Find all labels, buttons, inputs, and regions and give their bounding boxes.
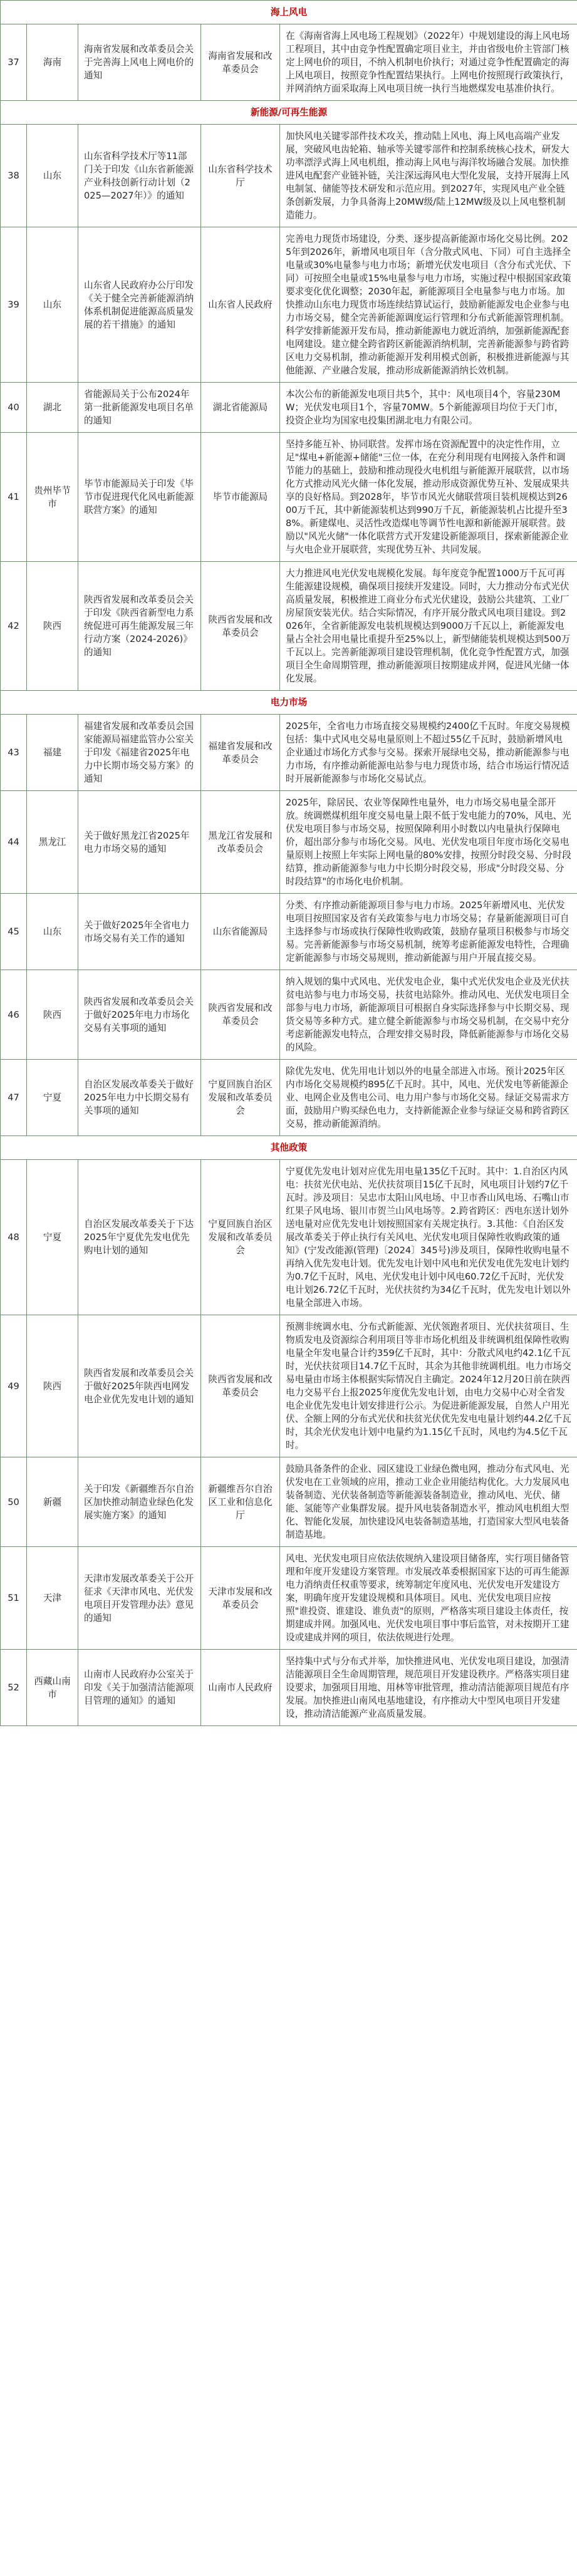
policy-row [1, 1315, 577, 1457]
row-document-title: 毕节市能源局关于印发《毕节市促进现代化风电新能源联营方案》的通知 [78, 433, 201, 562]
policy-row [1, 433, 577, 562]
row-number: 50 [1, 1457, 27, 1547]
row-content: 预测非统调水电、分布式新能源、光伏领跑者项目、光伏扶贫项目、生物质发电及资源综合利用项目等非市场化机组及非统调机组保障性收购电量全年发电量合计约359亿千瓦时，其中：分散式风电约42.1亿千瓦时，光伏扶贫项目14.7亿千瓦时，其余为其他非统调机组。电力市场交易电量由市场主体根据实际情况自主确定。2024年12月20日前在陕西电力交易平台上报2025年度优先发电计划，由电力交易中心对全省发电企业优先发电计划安排进行公示。为促进新能源发展，自然人户用光伏、全额上网的分布式光伏和扶贫光伏优先发电电量计划约44.2亿千瓦时，其余光伏发电计划中电量约为1.15亿千瓦时，风电约为4.5亿千瓦时。 [280, 1315, 577, 1457]
row-issuing-department: 陕西省发展和改革委员会 [201, 562, 280, 691]
section-header-row [1, 691, 577, 715]
row-number: 44 [1, 791, 27, 894]
policy-row [1, 791, 577, 894]
row-content: 2025年，全省电力市场直接交易规模约2400亿千瓦时。年度交易规模包括：集中式风电交易电量原则上不超过55亿千瓦时，鼓励新增风电企业通过市场化方式参与交易。探索开展绿电交易，推动新能源参与电力市场，有序推动新能源电站参与电力现货市场，结合市场运行情况适时开展新能源参与市场化交易试点。 [280, 715, 577, 791]
row-issuing-department: 福建省发展和改革委员会 [201, 715, 280, 791]
row-document-title: 关于印发《新疆维吾尔自治区加快推动制造业绿色化发展实施方案》的通知 [78, 1457, 201, 1547]
policy-table-body [1, 1, 577, 1726]
row-content: 坚持多能互补、协同联营。发挥市场在资源配置中的决定性作用，立足"煤电+新能源+储能"三位一体，在充分利用现有电网接入条件和调节能力的基础上，鼓励和推动现役火电机组与新能源开展联营，以市场化方式推动风光火储一体化发展，推动形成资源优势互补、发展成果共享的良好格局。到2028年，毕节市风光火储联营项目装机规模达到2600万千瓦，其中新能源装机达到990万千瓦，新能源装机占比提升至38%。新建煤电、灵活性改造煤电等调节性电源和新能源开展联营。鼓励以"风光火储"一体化联营方式开发建设新能源项目，探索新能源企业与火电企业开展联营，实现优势互补、共同发展。 [280, 433, 577, 562]
section-header-row [1, 1, 577, 24]
policy-row [1, 970, 577, 1060]
row-document-title: 福建省发展和改革委员会国家能源局福建监管办公室关于印发《福建省2025年电力中长期市场交易方案》的通知 [78, 715, 201, 791]
section-header-row [1, 101, 577, 125]
row-province: 陕西 [27, 1315, 78, 1457]
row-document-title: 关于做好2025年全省电力市场交易有关工作的通知 [78, 894, 201, 970]
row-number: 38 [1, 125, 27, 227]
row-province: 山东 [27, 894, 78, 970]
row-number: 48 [1, 1160, 27, 1315]
row-issuing-department: 陕西省发展和改革委员会 [201, 1315, 280, 1457]
row-content: 分类、有序推动新能源项目参与电力市场。2025年新增风电、光伏发电项目按照国家及省有关政策参与电力市场交易；存量新能源项目可自主选择参与市场或执行保障性收购政策，鼓励存量项目积极参与市场交易。完善新能源参与市场交易机制，统筹考虑新能源发电特性，合理确定新能源参与市场交易规则，推动新能源与用户开展直接交易。 [280, 894, 577, 970]
row-document-title: 自治区发展改革委关于做好2025年电力中长期交易有关事项的通知 [78, 1060, 201, 1136]
row-issuing-department: 海南省发展和改革委员会 [201, 24, 280, 101]
row-province: 陕西 [27, 562, 78, 691]
row-content: 坚持集中式与分布式并举，加快推进风电、光伏发电项目建设，加强清洁能源项目全生命周期管理，规范项目开发建设秩序。严格落实项目建设要求，加强项目用地、用林等审批管理，推动清洁能源项目规范有序发展。加快推进山南风电基地建设，有序推动大中型风电项目开发建设，推动清洁能源产业高质量发展。 [280, 1650, 577, 1726]
row-document-title: 天津市发展改革委关于公开征求《天津市风电、光伏发电项目开发管理办法》意见的通知 [78, 1547, 201, 1650]
row-number: 51 [1, 1547, 27, 1650]
row-issuing-department: 天津市发展和改革委员会 [201, 1547, 280, 1650]
section-title: 其他政策 [1, 1136, 577, 1160]
row-province: 黑龙江 [27, 791, 78, 894]
section-header-row [1, 1136, 577, 1160]
row-document-title: 自治区发展改革委关于下达2025年宁夏优先发电优先购电计划的通知 [78, 1160, 201, 1315]
row-content: 在《海南省海上风电场工程规划》（2022年）中规划建设的海上风电场工程项目，其中由竞争性配置确定项目业主，并由省级电价主管部门核定上网电价的项目，不纳入机制电价执行；对通过竞争性配置确定的海上风电项目，按照竞争性配置结果执行。上网电价按照现行政策执行，并网消纳方面采取海上风电项目统一执行当地燃煤发电基准价执行。 [280, 24, 577, 101]
policy-row [1, 24, 577, 101]
row-number: 49 [1, 1315, 27, 1457]
row-issuing-department: 山南市人民政府 [201, 1650, 280, 1726]
section-title: 新能源/可再生能源 [1, 101, 577, 125]
section-title: 海上风电 [1, 1, 577, 24]
row-issuing-department: 山东省人民政府 [201, 227, 280, 383]
policy-row [1, 1650, 577, 1726]
row-issuing-department: 宁夏回族自治区发展和改革委员会 [201, 1160, 280, 1315]
row-number: 37 [1, 24, 27, 101]
policy-row [1, 894, 577, 970]
policy-row [1, 227, 577, 383]
row-document-title: 海南省发展和改革委员会关于完善海上风电上网电价的通知 [78, 24, 201, 101]
row-province: 贵州毕节市 [27, 433, 78, 562]
row-content: 加快风电关键零部件技术攻关，推动陆上风电、海上风电高端产业发展，突破风电齿轮箱、轴承等关键零部件和控制系统核心技术，研发大功率漂浮式海上风电机组，推动海上风电与海洋牧场融合发展。加快推进风电配套产业链补链，关注深远海风电大型化发展，支持开展海上风电制氢、储能等技术研发和示范应用。到2027年，实现风电产业全链条创新发展，力争具备海上20MW级/陆上12MW级及以上风电整机制造能力。 [280, 125, 577, 227]
row-issuing-department: 湖北省能源局 [201, 383, 280, 433]
row-content: 风电、光伏发电项目应依法依规纳入建设项目储备库，实行项目储备管理和年度开发建设方案管理。市发展改革委根据国家下达的可再生能源电力消纳责任权重等要求，统筹制定年度风电、光伏发电开发建设方案，明确年度开发建设规模和具体项目。风电、光伏发电项目应按照"谁投资、谁建设、谁负责"的原则，严格落实项目建设主体责任，按期建成并网。加强风电、光伏发电项目事中事后监管，对未按期开工建设或建成并网的项目，依法依规进行处理。 [280, 1547, 577, 1650]
row-content: 2025年，除居民、农业等保障性电量外，电力市场交易电量全部开放。统调燃煤机组年度交易电量上限不低于发电能力的70%，风电、光伏发电项目参与市场交易，按照保障利用小时数以内电量执行保障电价，超出部分参与市场化交易。风电、光伏发电项目年度市场化交易电量原则上按照上年实际上网电量的80%安排，按照分时段交易、分时段结算，推动新能源参与电力中长期分时段交易，形成"分时段交易、分时段结算"的市场化电价机制。 [280, 791, 577, 894]
policy-row [1, 562, 577, 691]
row-number: 52 [1, 1650, 27, 1726]
policy-row [1, 1160, 577, 1315]
row-document-title: 关于做好黑龙江省2025年电力市场交易的通知 [78, 791, 201, 894]
policy-row [1, 1457, 577, 1547]
row-content: 完善电力现货市场建设，分类、逐步提高新能源市场化交易比例。2025年到2026年，新增风电项目年（含分散式风电、下同）可自主选择全电量或30%电量参与电力市场；新增光伏发电项目（含分布式光伏、下同）可按照全电量或15%电量参与电力市场，实施过程中根据国家政策要求变化优化调整；2030年起，新能源项目全电量参与电力市场。加快推动山东电力现货市场连续结算试运行，鼓励新能源发电企业参与电力市场交易，健全完善新能源调度运行管理和分布式新能源管理机制。科学安排新能源开发布局，推动新能源电力就近消纳，加强新能源配套电网建设。建立健全跨省跨区新能源消纳机制，完善新能源参与跨省跨区电力交易机制，推动新能源开发利用模式创新，积极推进新能源与其他能源、产业融合发展，推动形成新能源消纳长效机制。 [280, 227, 577, 383]
row-number: 42 [1, 562, 27, 691]
row-province: 湖北 [27, 383, 78, 433]
policy-row [1, 383, 577, 433]
section-title: 电力市场 [1, 691, 577, 715]
policy-row [1, 1060, 577, 1136]
row-province: 西藏山南市 [27, 1650, 78, 1726]
row-province: 福建 [27, 715, 78, 791]
row-issuing-department: 陕西省发展和改革委员会 [201, 970, 280, 1060]
row-number: 40 [1, 383, 27, 433]
row-content: 本次公布的新能源发电项目共5个，其中：风电项目4个，容量230MW；光伏发电项目1个，容量70MW。5个新能源项目均位于天门市，投资企业均为国家电投集团湖北电力有限公司。 [280, 383, 577, 433]
row-province: 山东 [27, 125, 78, 227]
row-issuing-department: 黑龙江省发展和改革委员会 [201, 791, 280, 894]
row-number: 39 [1, 227, 27, 383]
row-number: 43 [1, 715, 27, 791]
policy-row [1, 125, 577, 227]
row-issuing-department: 新疆维吾尔自治区工业和信息化厅 [201, 1457, 280, 1547]
row-number: 46 [1, 970, 27, 1060]
row-document-title: 陕西省发展和改革委员会关于做好2025年电力市场化交易有关事项的通知 [78, 970, 201, 1060]
row-content: 鼓励具备条件的企业、园区建设工业绿色微电网，推动分布式风电、光伏发电在工业领域的应用，推动工业企业用能结构优化。大力发展风电装备制造、光伏装备制造等新能源装备制造业，推动风电、光伏、储能、氢能等产业集群发展。提升风电装备制造水平，推动风电机组大型化、智能化发展，加快建设风电装备制造基地，打造国家大型风电装备制造基地。 [280, 1457, 577, 1547]
row-province: 海南 [27, 24, 78, 101]
policy-row [1, 1547, 577, 1650]
row-document-title: 山南市人民政府办公室关于印发《关于加强清洁能源项目管理的通知》的通知 [78, 1650, 201, 1726]
row-content: 除优先发电、优先用电计划以外的电量全部进入市场。预计2025年区内市场化交易规模约895亿千瓦时。其中，风电、光伏发电等新能源企业、电网企业及售电公司、电力用户参与市场化交易。绿证交易需求方面，鼓励用户购买绿色电力，支持新能源企业参与绿证交易和跨省跨区交易，推动新能源消纳。 [280, 1060, 577, 1136]
row-issuing-department: 山东省科学技术厅 [201, 125, 280, 227]
row-province: 宁夏 [27, 1060, 78, 1136]
row-document-title: 陕西省发展和改革委员会关于做好2025年陕西电网发电企业优先发电计划的通知 [78, 1315, 201, 1457]
row-number: 47 [1, 1060, 27, 1136]
row-number: 45 [1, 894, 27, 970]
row-issuing-department: 山东省能源局 [201, 894, 280, 970]
row-issuing-department: 毕节市能源局 [201, 433, 280, 562]
row-province: 天津 [27, 1547, 78, 1650]
row-number: 41 [1, 433, 27, 562]
policy-row [1, 715, 577, 791]
row-content: 大力推进风电光伏发电规模化发展。每年度竞争配置1000万千瓦可再生能源建设规模，确保项目接续开发建设。同时，大力推动分布式光伏高质量发展，积极推进工商业分布式光伏建设，鼓励公共建筑、工业厂房屋顶安装光伏。结合实际情况，有序开展分散式风电项目建设。到2026年，全省新能源发电装机规模达到9000万千瓦以上，新能源发电量占全社会用电量比重提升至25%以上，新型储能装机规模达到500万千瓦以上。完善新能源项目建设管理机制，优化竞争性配置方式，加强项目全生命周期管理，推动新能源项目按期建成并网，促进风光储一体化发展。 [280, 562, 577, 691]
row-document-title: 山东省人民政府办公厅印发《关于健全完善新能源消纳体系机制促进能源高质量发展的若干措施》的通知 [78, 227, 201, 383]
row-issuing-department: 宁夏回族自治区发展和改革委员会 [201, 1060, 280, 1136]
row-province: 宁夏 [27, 1160, 78, 1315]
row-content: 纳入规划的集中式风电、光伏发电企业，集中式光伏发电企业及光伏扶贫电站参与电力市场交易，扶贫电站除外。推动风电、光伏发电项目全部参与电力市场，新能源项目可根据自身实际选择参与中长期交易、现货交易等多种方式。建立健全新能源参与市场交易机制，在交易中充分考虑新能源发电特点，合理安排交易时段，降低新能源参与市场化交易的风险。 [280, 970, 577, 1060]
row-content: 宁夏优先发电计划对应优先用电量135亿千瓦时。其中：1.自治区内风电：扶贫光伏电站、光伏扶贫项目15亿千瓦时，风电项目计划约7亿千瓦时。涉及项目：吴忠市太阳山风电场、中卫市香山风电场、石嘴山市红果子风电场、银川市贺兰山风电场等。2.跨省跨区：西电东送计划外送电量对应优先发电计划按照国家有关规定执行。3.其他：《自治区发展改革委关于停止执行有关风电、光伏发电项目保障性收购政策的通知》(宁发改能源(管理)〔2024〕345号)涉及项目，保障性收购电量不再纳入优先发电计划。优先发电计划中风电和光伏发电优先发电计划约为0.7亿千瓦时，风电、光伏发电计划中风电60.72亿千瓦时，光伏发电计划26.72亿千瓦时，光伏扶贫约为34亿千瓦时，优先发电计划以外电量全部进入市场。 [280, 1160, 577, 1315]
row-province: 新疆 [27, 1457, 78, 1547]
row-document-title: 省能源局关于公布2024年第一批新能源发电项目名单的通知 [78, 383, 201, 433]
row-province: 陕西 [27, 970, 78, 1060]
row-document-title: 陕西省发展和改革委员会关于印发《陕西省新型电力系统促进可再生能源发展三年行动方案（2024-2026)》的通知 [78, 562, 201, 691]
row-document-title: 山东省科学技术厅等11部门关于印发《山东省新能源产业科技创新行动计划（2025—2027年）》的通知 [78, 125, 201, 227]
row-province: 山东 [27, 227, 78, 383]
